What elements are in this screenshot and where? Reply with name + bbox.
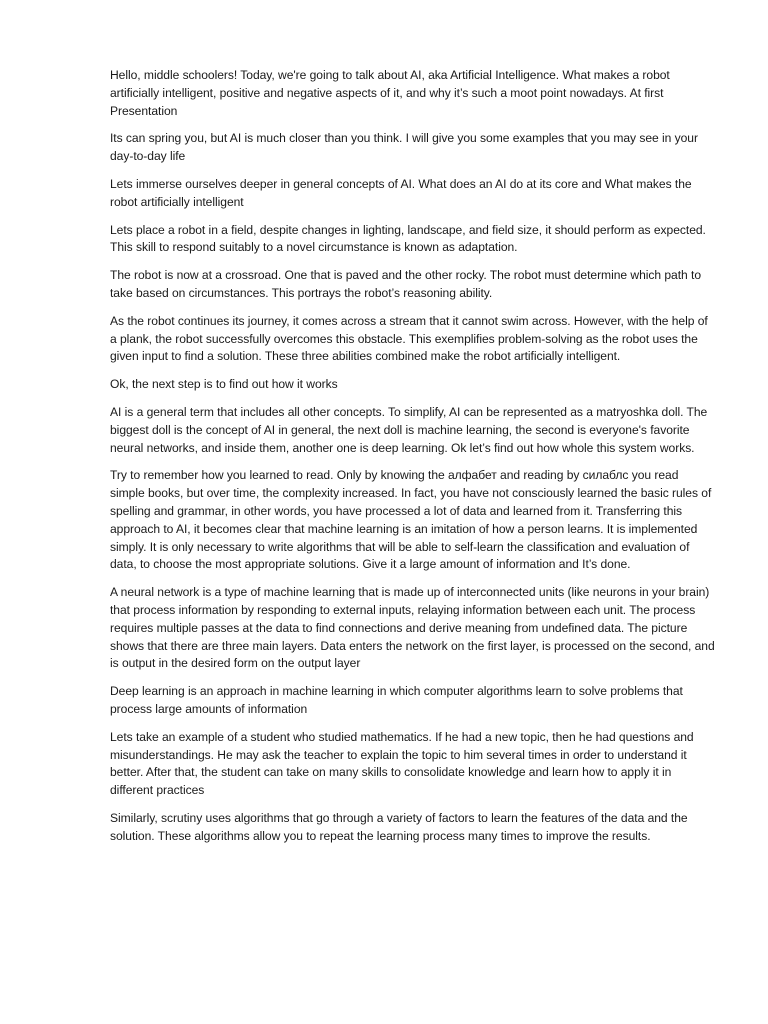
paragraph-how-it-works: Ok, the next step is to find out how it works bbox=[110, 377, 338, 392]
paragraph-neural-network: A neural network is a type of machine learning that is made up of interconnected units (like neurons in your brain) that process information by responding to external inputs, relaying information between each unit. The process requires multiple passes at the data to find connections and derive meaning from undefined data. The picture shows that there are three main layers. Data enters the network on the first layer, is processed on the second, and is output in the desired form on the output layer bbox=[110, 585, 715, 671]
paragraph-adaptation: Lets place a robot in a field, despite changes in lighting, landscape, and field size, it should perform as expected. This skill to respond suitably to a novel circumstance is known as adaptation. bbox=[110, 222, 706, 255]
document-body bbox=[110, 67, 716, 855]
paragraph-general-concepts: Lets immerse ourselves deeper in general concepts of AI. What does an AI do at its core and What makes the robot artificially intelligent bbox=[110, 176, 692, 209]
paragraph-matryoshka: AI is a general term that includes all other concepts. To simplify, AI can be represented as a matryoshka doll. The biggest doll is the concept of AI in general, the next doll is machine learning, the second is everyone's favorite neural networks, and inside them, another one is deep learning. Ok let’s find out how whole this system works. bbox=[110, 404, 708, 455]
paragraph-deep-learning: Deep learning is an approach in machine learning in which computer algorithms learn to solve problems that process large amounts of information bbox=[110, 684, 683, 716]
paragraph-intro: Hello, middle schoolers! Today, we're going to talk about AI, aka Artificial Intelligence. What makes a robot artificially intelligent, positive and negative aspects of it, and why it’s such a moot point nowadays. At first Presentation bbox=[110, 68, 670, 118]
paragraph-reasoning: The robot is now at a crossroad. One that is paved and the other rocky. The robot must determine which path to take based on circumstances. This portrays the robot’s reasoning ability. bbox=[110, 268, 701, 300]
paragraph-student-example: Lets take an example of a student who studied mathematics. If he had a new topic, then he had questions and misunderstandings. He may ask the teacher to explain the topic to him several times in order to understand it better. After that, the student can take on many skills to consolidate knowledge and learn how to apply it in different practices bbox=[110, 729, 694, 798]
paragraph-problem-solving: As the robot continues its journey, it comes across a stream that it cannot swim across. However, with the help of a plank, the robot successfully overcomes this obstacle. This exemplifies problem-solving as the robot uses the given input to find a solution. These three abilities combined make the robot artificially intelligent. bbox=[110, 313, 708, 364]
paragraph-algorithms: Similarly, scrutiny uses algorithms that go through a variety of factors to learn the features of the data and the solution. These algorithms allow you to repeat the learning process many times to improve the results. bbox=[110, 810, 688, 843]
paragraph-machine-learning: Try to remember how you learned to read. Only by knowing the алфабет and reading by силаблс you read simple books, but over time, the complexity increased. In fact, you have not consciously learned the basic rules of spelling and grammar, in other words, you have processed a lot of data and learned from it. Transferring this approach to AI, it becomes clear that machine learning is an imitation of how a person learns. It is implemented simply. It is only necessary to write algorithms that will be able to self-learn the classification and evaluation of data, to choose the most appropriate solutions. Give it a large amount of information and It’s done. bbox=[110, 468, 712, 572]
paragraph-closer-than-you-think: Its can spring you, but AI is much closer than you think. I will give you some examples that you may see in your day-to-day life bbox=[110, 131, 698, 164]
